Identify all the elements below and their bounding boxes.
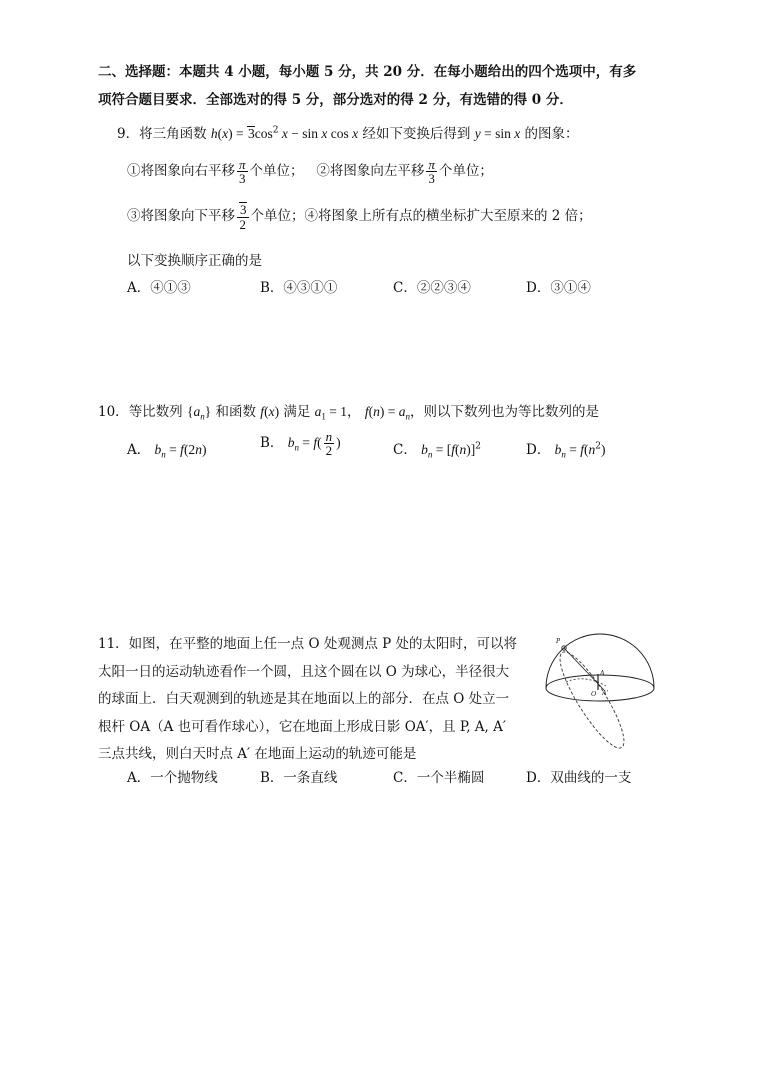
q10-stem-c: 满足 bbox=[283, 404, 311, 420]
shadow-curve bbox=[566, 679, 606, 686]
q10-option-c: C． $b_n = [f(n)]^2$ bbox=[393, 441, 481, 460]
q9-transform-3b: 个单位；④将图象上所有点的横坐标扩大至原来的 2 倍； bbox=[250, 208, 592, 225]
q9-stem: 9．将三角函数 $h(x) = 3\cos^2$ x − sin x cos x 经如下变换后得到 y = sin x 的图象： bbox=[117, 125, 579, 142]
q10-stem: 10．等比数列 $\{a_n\}$ 和函数 f(x) 满足 $a_1 = 1$， $f(n) = a_n$，则以下数列也为等比数列的是 bbox=[98, 404, 599, 422]
q9-transform-row2 bbox=[127, 202, 592, 231]
label-a-prime: A′ bbox=[602, 689, 608, 697]
q9-stem-b: 经如下变换后得到 bbox=[362, 126, 471, 142]
q11-option-b: B．一条直线 bbox=[260, 770, 338, 786]
q11-option-d: D．双曲线的一支 bbox=[526, 770, 632, 786]
q9-stem-c: 的图象： bbox=[524, 126, 579, 142]
q9-function-h: h bbox=[210, 126, 218, 141]
q9-option-c: C．②②③④ bbox=[393, 280, 471, 296]
label-p: P bbox=[556, 637, 561, 645]
q10-option-a: A． $b_n = f(2n)$ bbox=[127, 442, 207, 460]
q11-line4: 根杆 OA（A 也可看作球心），它在地面上形成日影 OA′，且 P, A, A′ bbox=[98, 719, 506, 735]
q9-transform-1a: ①将图象向右平移 bbox=[127, 163, 235, 179]
q10-stem-b: 和函数 bbox=[215, 404, 256, 420]
q9-frac-sqrt3-2: $\frac{3}{2}$ bbox=[237, 202, 249, 231]
q9-frac-pi-3-b: $\frac{\pi}{3}$ bbox=[428, 157, 435, 186]
q10-stem-d: ， bbox=[347, 404, 361, 420]
q10-option-d: D． $b_n = f(n^2)$ bbox=[526, 441, 606, 460]
q11-line1: 11．如图，在平整的地面上任一点 O 处观测点 P 处的太阳时，可以将 bbox=[98, 636, 517, 652]
hemisphere-dome bbox=[546, 634, 654, 688]
q9-transform-1b: 个单位； bbox=[249, 163, 304, 179]
section-header-line2: 项符合题目要求．全部选对的得 5 分，部分选对的得 2 分，有选错的得 0 分． bbox=[98, 92, 573, 108]
q11-option-a: A．一个抛物线 bbox=[127, 770, 218, 786]
q10-stem-a: 等比数列 bbox=[128, 404, 183, 420]
q9-transform-3a: ③将图象向下平移 bbox=[127, 208, 235, 225]
q9-transform-row1 bbox=[127, 158, 493, 185]
q9-stem-a: 将三角函数 bbox=[139, 126, 207, 142]
q9-transform-2a: ②将图象向左平移 bbox=[316, 163, 425, 179]
q10-stem-e: ，则以下数列也为等比数列的是 bbox=[409, 404, 599, 420]
q11-hemisphere-figure bbox=[540, 628, 660, 758]
q10-number: 10． bbox=[98, 404, 129, 420]
ground-ellipse bbox=[546, 675, 654, 701]
q11-option-c: C．一个半椭圆 bbox=[393, 770, 485, 786]
label-a: A bbox=[600, 669, 605, 677]
q9-prompt: 以下变换顺序正确的是 bbox=[127, 253, 262, 269]
q9-option-d: D．③①④ bbox=[526, 280, 591, 296]
q11-line3: 的球面上．白天观测到的轨迹是其在地面以上的部分．在点 O 处立一 bbox=[98, 691, 510, 707]
q9-number: 9． bbox=[117, 126, 140, 142]
q9-transform-2b: 个单位； bbox=[438, 163, 493, 179]
q9-option-a: A．④①③ bbox=[127, 280, 191, 296]
label-o: O bbox=[591, 690, 597, 698]
q9-frac-pi-3-a: $\frac{\pi}{3}$ bbox=[239, 157, 246, 186]
q11-line2: 太阳一日的运动轨迹看作一个圆，且这个圆在以 O 为球心，半径很大 bbox=[98, 664, 510, 680]
q10-option-b: B． $b_n = f$( $\frac{n}{2}$ ) bbox=[260, 429, 341, 458]
section-header-line1: 二、选择题：本题共 4 小题，每小题 5 分，共 20 分．在每小题给出的四个选项中，有多 bbox=[98, 64, 637, 80]
q9-sqrt3: 3 bbox=[248, 126, 255, 141]
q9-option-b: B．④③①① bbox=[260, 280, 338, 296]
q11-line5: 三点共线，则白天时点 A′ 在地面上运动的轨迹可能是 bbox=[98, 746, 417, 762]
